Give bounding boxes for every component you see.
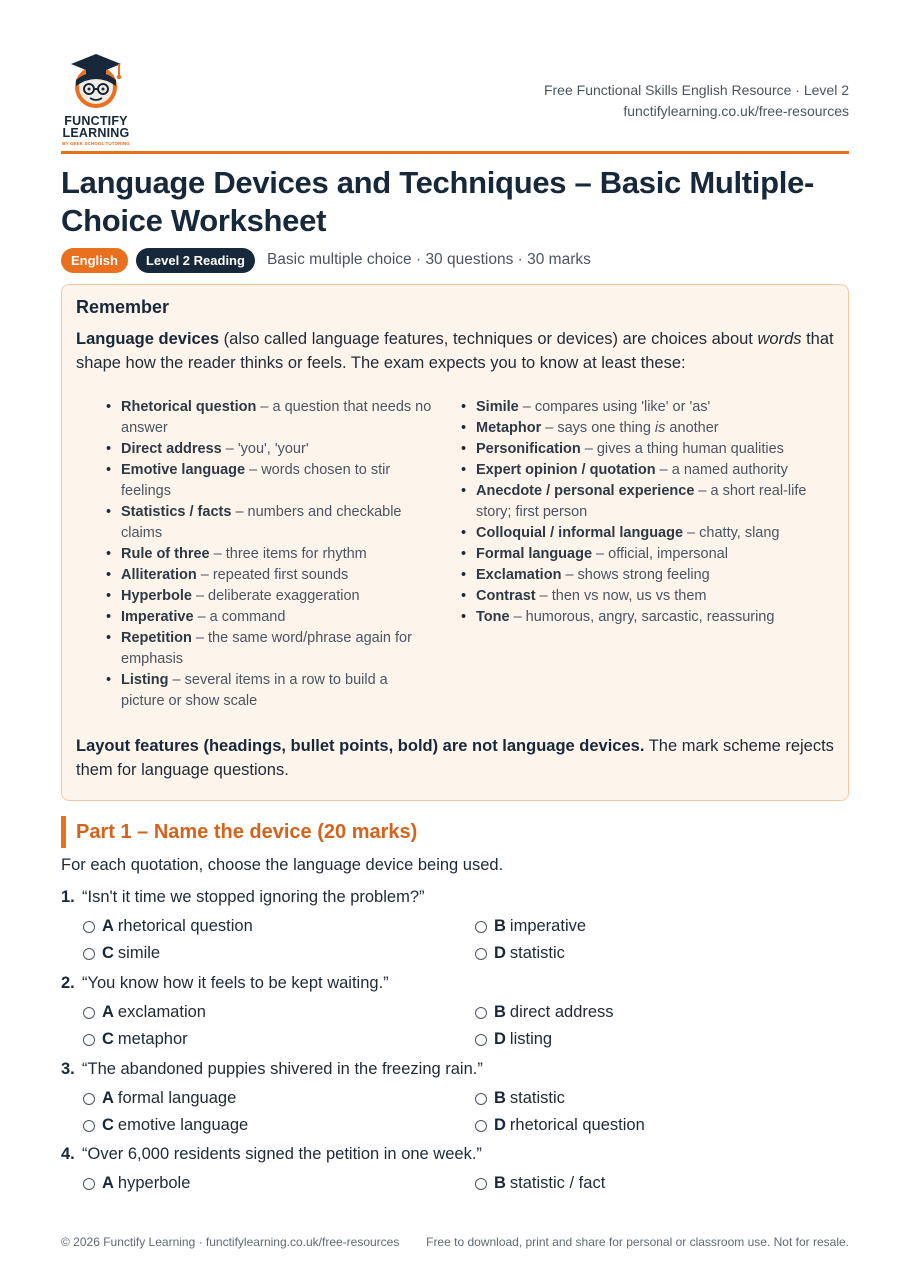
option-b[interactable] <box>453 1170 845 1197</box>
page-header <box>61 50 849 150</box>
worksheet-meta: Basic multiple choice · 30 questions · 30 marks <box>266 251 591 268</box>
device-def: – compares using 'like' or 'as' <box>518 399 711 415</box>
radio-icon[interactable] <box>475 1093 487 1105</box>
device-term: Contrast <box>476 588 536 604</box>
device-term: Tone <box>476 609 510 625</box>
option-d[interactable] <box>453 1112 845 1139</box>
list-item <box>121 607 435 628</box>
footer-license: Free to download, print and share for personal or classroom use. Not for resale. <box>426 1235 849 1249</box>
header-divider <box>61 151 849 154</box>
radio-icon[interactable] <box>83 1034 95 1046</box>
question-number: 2. <box>61 974 75 992</box>
radio-icon[interactable] <box>83 1120 95 1132</box>
device-def: – deliberate exaggeration <box>191 588 360 604</box>
question-stem <box>61 971 849 995</box>
option-letter: D <box>494 944 506 962</box>
device-term: Anecdote / personal experience <box>476 483 695 499</box>
option-letter: B <box>494 917 506 935</box>
option-text: statistic <box>509 1089 565 1107</box>
list-item <box>476 607 829 628</box>
option-letter: C <box>102 1116 114 1134</box>
resource-url: functifylearning.co.uk/free-resources <box>623 103 849 119</box>
list-item <box>121 628 435 670</box>
device-term: Formal language <box>476 546 593 562</box>
question-text: “Isn't it time we stopped ignoring the problem?” <box>82 888 425 906</box>
option-text: hyperbole <box>117 1174 191 1192</box>
device-term: Simile <box>476 399 519 415</box>
option-a[interactable] <box>61 999 453 1026</box>
device-def: another <box>665 420 719 436</box>
logo-tagline: BY GEEK SCHOOL TUTORING <box>62 141 130 146</box>
list-item <box>121 670 435 712</box>
option-b[interactable] <box>453 1085 845 1112</box>
option-letter: D <box>494 1030 506 1048</box>
device-term: Imperative <box>121 609 194 625</box>
question-3 <box>61 1057 849 1139</box>
option-b[interactable] <box>453 913 845 940</box>
option-text: direct address <box>509 1003 614 1021</box>
option-letter: B <box>494 1174 506 1192</box>
question-1 <box>61 885 849 967</box>
question-text: “Over 6,000 residents signed the petition in one week.” <box>82 1145 482 1163</box>
option-text: rhetorical question <box>117 917 253 935</box>
device-def: – 'you', 'your' <box>221 441 309 457</box>
question-stem <box>61 1057 849 1081</box>
remember-title: Remember <box>76 297 170 317</box>
device-term: Exclamation <box>476 567 562 583</box>
list-item <box>476 523 829 544</box>
option-b[interactable] <box>453 999 845 1026</box>
radio-icon[interactable] <box>83 1178 95 1190</box>
list-item <box>121 565 435 586</box>
note-bold: Layout features (headings, bullet points, bold) are not language devices. <box>76 737 645 755</box>
option-c[interactable] <box>61 1112 453 1139</box>
level-badge: Level 2 Reading <box>136 248 255 273</box>
option-c[interactable] <box>61 1026 453 1053</box>
list-item <box>121 397 435 439</box>
question-number: 3. <box>61 1060 75 1078</box>
device-def: – then vs now, us vs them <box>535 588 707 604</box>
device-def: – several items in a row to build a picture or show scale <box>121 672 388 709</box>
option-a[interactable] <box>61 913 453 940</box>
list-item <box>121 586 435 607</box>
device-term: Statistics / facts <box>121 504 232 520</box>
device-def: – a named authority <box>655 462 788 478</box>
device-term: Metaphor <box>476 420 542 436</box>
list-item <box>476 397 829 418</box>
device-def: – numbers and checkable claims <box>121 504 402 541</box>
answer-options <box>61 1085 849 1139</box>
device-term: Direct address <box>121 441 222 457</box>
layout-features-note <box>76 734 836 782</box>
radio-icon[interactable] <box>83 948 95 960</box>
device-term: Emotive language <box>121 462 246 478</box>
question-2 <box>61 971 849 1053</box>
mascot-graduation-icon <box>61 50 131 116</box>
option-text: emotive language <box>117 1116 249 1134</box>
device-def: – gives a thing human qualities <box>580 441 784 457</box>
question-number: 1. <box>61 888 75 906</box>
device-term: Personification <box>476 441 581 457</box>
option-letter: B <box>494 1003 506 1021</box>
list-item <box>121 544 435 565</box>
question-text: “The abandoned puppies shivered in the freezing rain.” <box>82 1060 483 1078</box>
option-letter: B <box>494 1089 506 1107</box>
option-text: exclamation <box>117 1003 206 1021</box>
list-item <box>476 544 829 565</box>
device-term: Rule of three <box>121 546 210 562</box>
remember-intro <box>76 327 836 375</box>
device-term: Hyperbole <box>121 588 192 604</box>
footer-copyright: © 2026 Functify Learning · functifylearning.co.uk/free-resources <box>61 1235 400 1249</box>
list-item <box>476 481 829 523</box>
option-letter: C <box>102 944 114 962</box>
option-a[interactable] <box>61 1085 453 1112</box>
part1-instruction: For each quotation, choose the language device being used. <box>61 856 504 874</box>
device-def-italic: is <box>654 420 666 436</box>
option-text: imperative <box>509 917 587 935</box>
radio-icon[interactable] <box>475 1120 487 1132</box>
list-item <box>476 439 829 460</box>
device-def: – words chosen to stir feelings <box>121 462 391 499</box>
option-text: formal language <box>117 1089 237 1107</box>
radio-icon[interactable] <box>475 948 487 960</box>
radio-icon[interactable] <box>83 921 95 933</box>
device-term: Rhetorical question <box>121 399 257 415</box>
option-text: metaphor <box>117 1030 188 1048</box>
logo-name-line1: FUNCTIFY <box>64 114 128 128</box>
tag-row <box>61 247 591 273</box>
option-letter: C <box>102 1030 114 1048</box>
radio-icon[interactable] <box>475 1034 487 1046</box>
list-item <box>121 460 435 502</box>
device-term: Colloquial / informal language <box>476 525 684 541</box>
functify-logo <box>61 50 131 148</box>
radio-icon[interactable] <box>475 1178 487 1190</box>
remember-box <box>61 284 849 801</box>
part1-heading: Part 1 – Name the device (20 marks) <box>61 816 417 848</box>
list-item <box>476 565 829 586</box>
device-def: – a short real-life story; first person <box>476 483 807 520</box>
option-a[interactable] <box>61 1170 453 1197</box>
option-c[interactable] <box>61 940 453 967</box>
option-letter: A <box>102 1174 114 1192</box>
device-def: – official, impersonal <box>592 546 728 562</box>
page-footer <box>61 1235 849 1249</box>
question-stem <box>61 885 849 909</box>
answer-options <box>61 913 849 967</box>
option-letter: A <box>102 1003 114 1021</box>
option-text: listing <box>509 1030 553 1048</box>
option-text: simile <box>117 944 161 962</box>
answer-options <box>61 999 849 1053</box>
header-info <box>544 80 849 122</box>
question-4 <box>61 1142 849 1197</box>
device-def: – the same word/phrase again for emphasis <box>121 630 412 667</box>
list-item <box>121 439 435 460</box>
list-item <box>121 502 435 544</box>
radio-icon[interactable] <box>475 1007 487 1019</box>
device-def: – a command <box>193 609 286 625</box>
intro-text-a: (also called language features, techniques or devices) are choices about <box>219 330 758 348</box>
question-stem <box>61 1142 849 1166</box>
list-item <box>476 460 829 481</box>
option-d[interactable] <box>453 940 845 967</box>
device-columns <box>102 397 842 712</box>
device-def: – three items for rhythm <box>209 546 367 562</box>
radio-icon[interactable] <box>475 921 487 933</box>
subject-badge: English <box>61 248 128 273</box>
option-text: statistic <box>509 944 565 962</box>
device-list-right <box>449 397 829 712</box>
radio-icon[interactable] <box>83 1007 95 1019</box>
option-d[interactable] <box>453 1026 845 1053</box>
device-def: – says one thing <box>541 420 655 436</box>
note-text: The mark scheme rejects them for language questions. <box>76 737 834 779</box>
device-def: – humorous, angry, sarcastic, reassuring <box>509 609 775 625</box>
option-text: rhetorical question <box>509 1116 645 1134</box>
device-term: Alliteration <box>121 567 197 583</box>
list-item <box>476 586 829 607</box>
intro-bold: Language devices <box>76 330 220 348</box>
option-letter: A <box>102 917 114 935</box>
resource-line: Free Functional Skills English Resource · Level 2 <box>543 82 849 98</box>
list-item <box>476 418 829 439</box>
device-list-left <box>102 397 449 712</box>
device-term: Listing <box>121 672 169 688</box>
logo-name-line2: LEARNING <box>62 126 130 140</box>
intro-text-b: that shape how the reader thinks or feels. The exam expects you to know at least these: <box>76 330 834 372</box>
page-title: Language Devices and Techniques – Basic Multiple-Choice Worksheet <box>61 165 815 238</box>
intro-italic: words <box>757 330 802 348</box>
device-def: – a question that needs no answer <box>121 399 432 436</box>
device-def: – chatty, slang <box>683 525 780 541</box>
device-term: Repetition <box>121 630 192 646</box>
answer-options <box>61 1170 849 1197</box>
device-def: – repeated first sounds <box>196 567 349 583</box>
question-text: “You know how it feels to be kept waiting.” <box>82 974 389 992</box>
option-letter: A <box>102 1089 114 1107</box>
device-term: Expert opinion / quotation <box>476 462 656 478</box>
option-text: statistic / fact <box>509 1174 606 1192</box>
question-number: 4. <box>61 1145 75 1163</box>
device-def: – shows strong feeling <box>561 567 710 583</box>
option-letter: D <box>494 1116 506 1134</box>
radio-icon[interactable] <box>83 1093 95 1105</box>
